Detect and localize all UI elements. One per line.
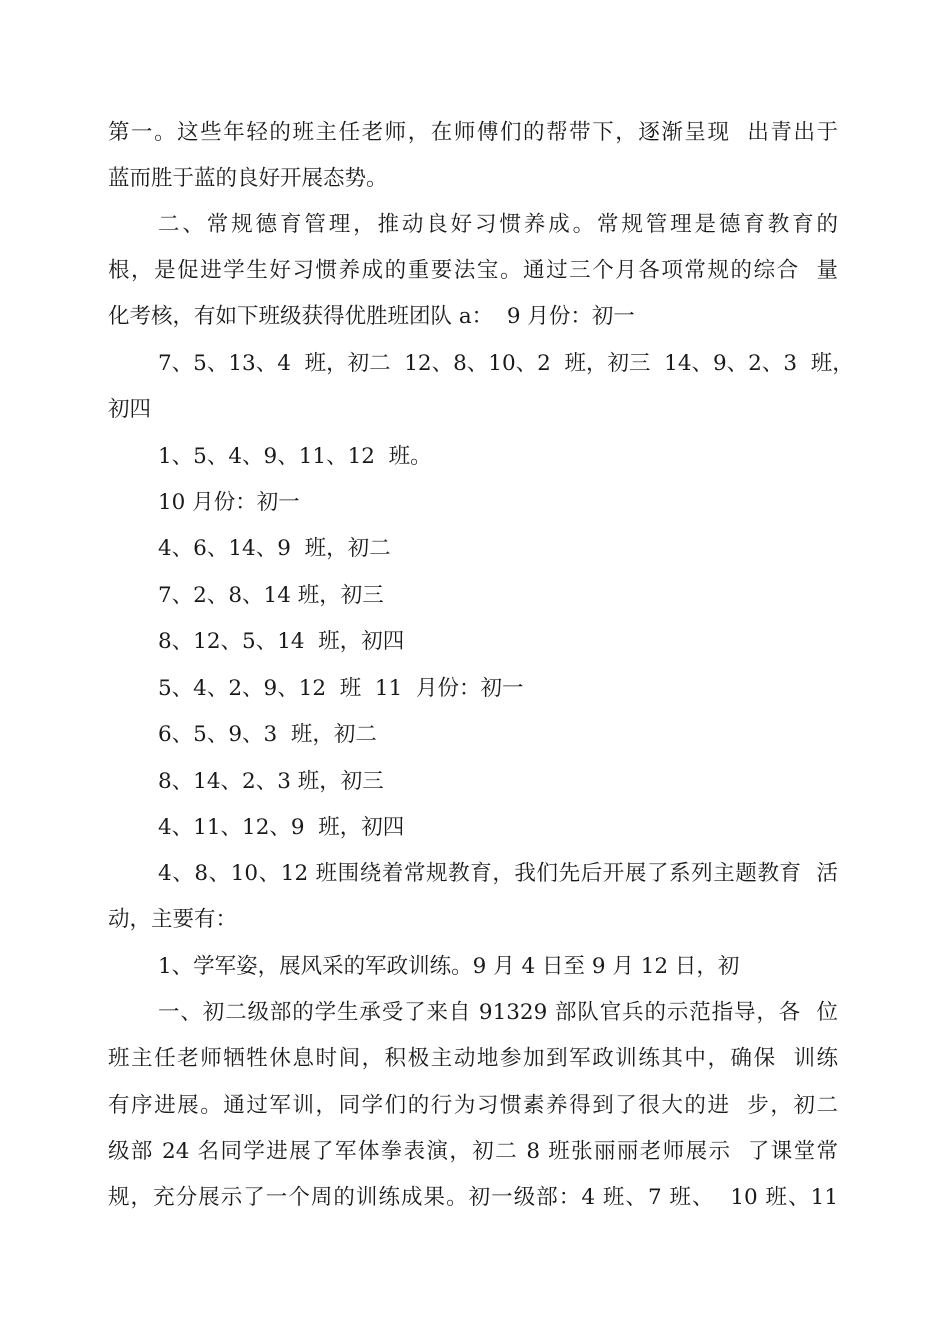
text-line: 级部 24 名同学进展了军体拳表演，初二 8 班张丽丽老师展示 了课堂常 — [108, 1139, 838, 1164]
text-line: 规，充分展示了一个周的训练成果。初一级部：4 班、7 班、 10 班、11 — [108, 1185, 838, 1210]
text-line: 第一。这些年轻的班主任老师，在师傅们的帮带下，逐渐呈现 出青出于 — [108, 120, 838, 145]
text-line: 初四 — [108, 397, 152, 422]
text-line: 7、2、8、14 班，初三 — [158, 583, 384, 608]
text-line: 化考核，有如下班级获得优胜班团队 a： 9 月份：初一 — [108, 304, 635, 329]
text-line: 10 月份：初一 — [158, 490, 300, 515]
text-line: 8、12、5、14 班，初四 — [158, 629, 405, 654]
text-line: 5、4、2、9、12 班 11 月份：初一 — [158, 676, 524, 701]
text-line: 班主任老师牺牲休息时间，积极主动地参加到军政训练其中，确保 训练 — [108, 1046, 838, 1071]
text-line: 蓝而胜于蓝的良好开展态势。 — [108, 166, 388, 191]
text-line: 二、常规德育管理，推动良好习惯养成。常规管理是德育教育的 — [158, 212, 838, 237]
text-line: 根，是促进学生好习惯养成的重要法宝。通过三个月各项常规的综合 量 — [108, 258, 838, 283]
text-line: 一、初二级部的学生承受了来自 91329 部队官兵的示范指导，各 位 — [158, 1000, 838, 1025]
text-line: 动，主要有： — [108, 907, 238, 932]
text-line: 4、11、12、9 班，初四 — [158, 815, 405, 840]
text-line: 4、6、14、9 班，初二 — [158, 536, 391, 561]
text-line: 4、8、10、12 班围绕着常规教育，我们先后开展了系列主题教育 活 — [158, 861, 838, 886]
text-line: 1、学军姿，展风采的军政训练。9 月 4 日至 9 月 12 日，初 — [158, 954, 740, 979]
text-line: 7、5、13、4 班，初二 12、8、10、2 班，初三 14、9、2、3 班， — [158, 351, 854, 376]
text-line: 1、5、4、9、11、12 班。 — [158, 444, 432, 469]
text-line: 6、5、9、3 班，初二 — [158, 722, 377, 747]
text-line: 有序进展。通过军训，同学们的行为习惯素养得到了很大的进 步，初二 — [108, 1093, 838, 1118]
text-line: 8、14、2、3 班，初三 — [158, 769, 384, 794]
